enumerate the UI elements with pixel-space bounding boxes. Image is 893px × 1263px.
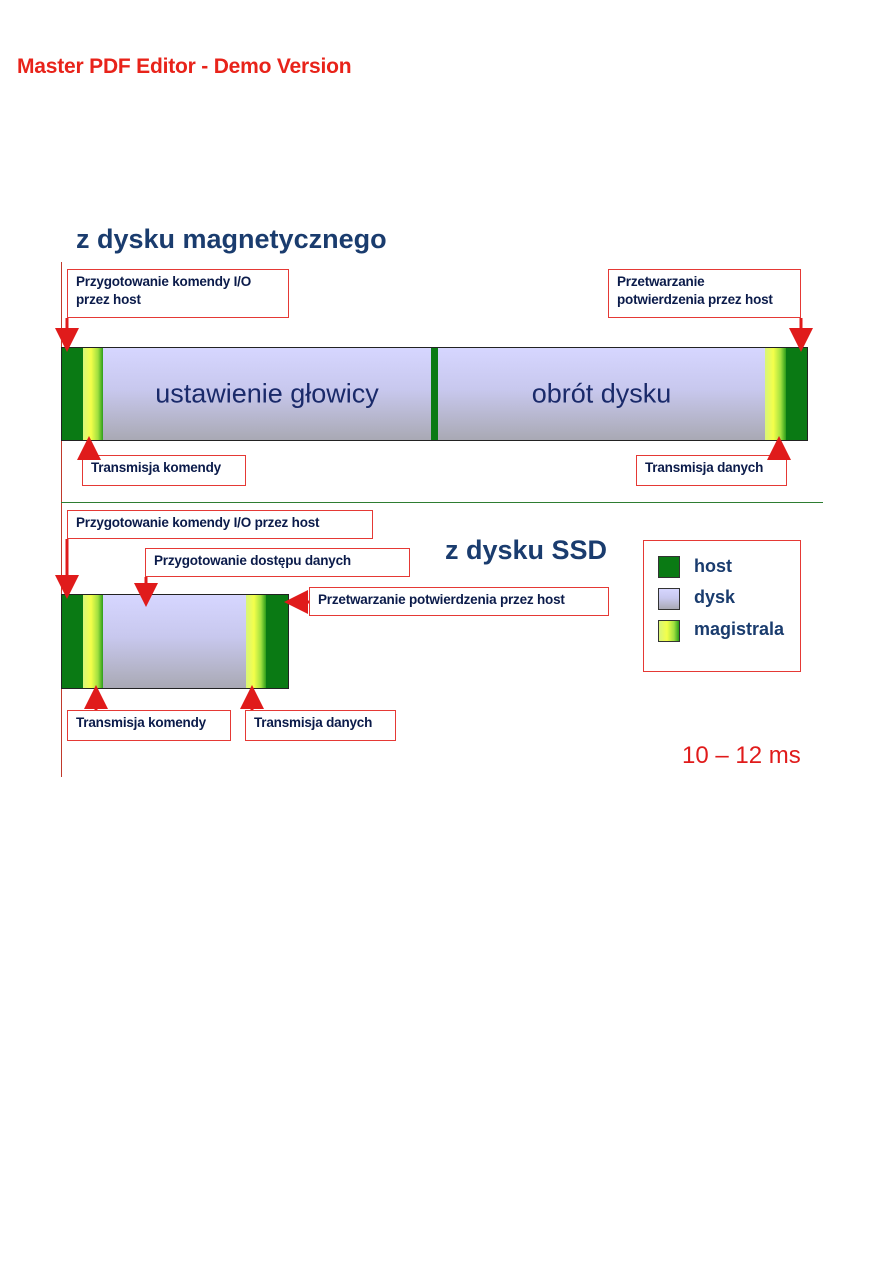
magnetic-ack-text: Przetwarzanie potwierdzenia przez host (617, 274, 773, 307)
magnetic-rotation-label: obrót dysku (531, 378, 672, 409)
ssd-cmd-tx-text: Transmisja komendy (76, 715, 206, 730)
timing-label: 10 – 12 ms (682, 742, 801, 769)
ssd-access-text: Przygotowanie dostępu danych (154, 553, 351, 568)
legend-host-label: host (694, 556, 732, 576)
ssd-prep-text: Przygotowanie komendy I/O przez host (76, 515, 320, 530)
magnetic-title: z dysku magnetycznego (76, 224, 387, 254)
magnetic-seek-label: ustawienie głowicy (155, 378, 379, 409)
ssd-data-tx-text: Transmisja danych (254, 715, 373, 730)
magnetic-data-tx-text: Transmisja danych (645, 460, 764, 475)
watermark-text: Master PDF Editor - Demo Version (17, 55, 352, 78)
magnetic-prep-text: Przygotowanie komendy I/O przez host (76, 274, 252, 307)
legend-disk-label: dysk (694, 587, 736, 607)
legend-bus-label: magistrala (694, 619, 785, 639)
magnetic-cmd-tx-text: Transmisja komendy (91, 460, 221, 475)
ssd-ack-text: Przetwarzanie potwierdzenia przez host (318, 592, 565, 607)
ssd-title: z dysku SSD (445, 535, 608, 565)
